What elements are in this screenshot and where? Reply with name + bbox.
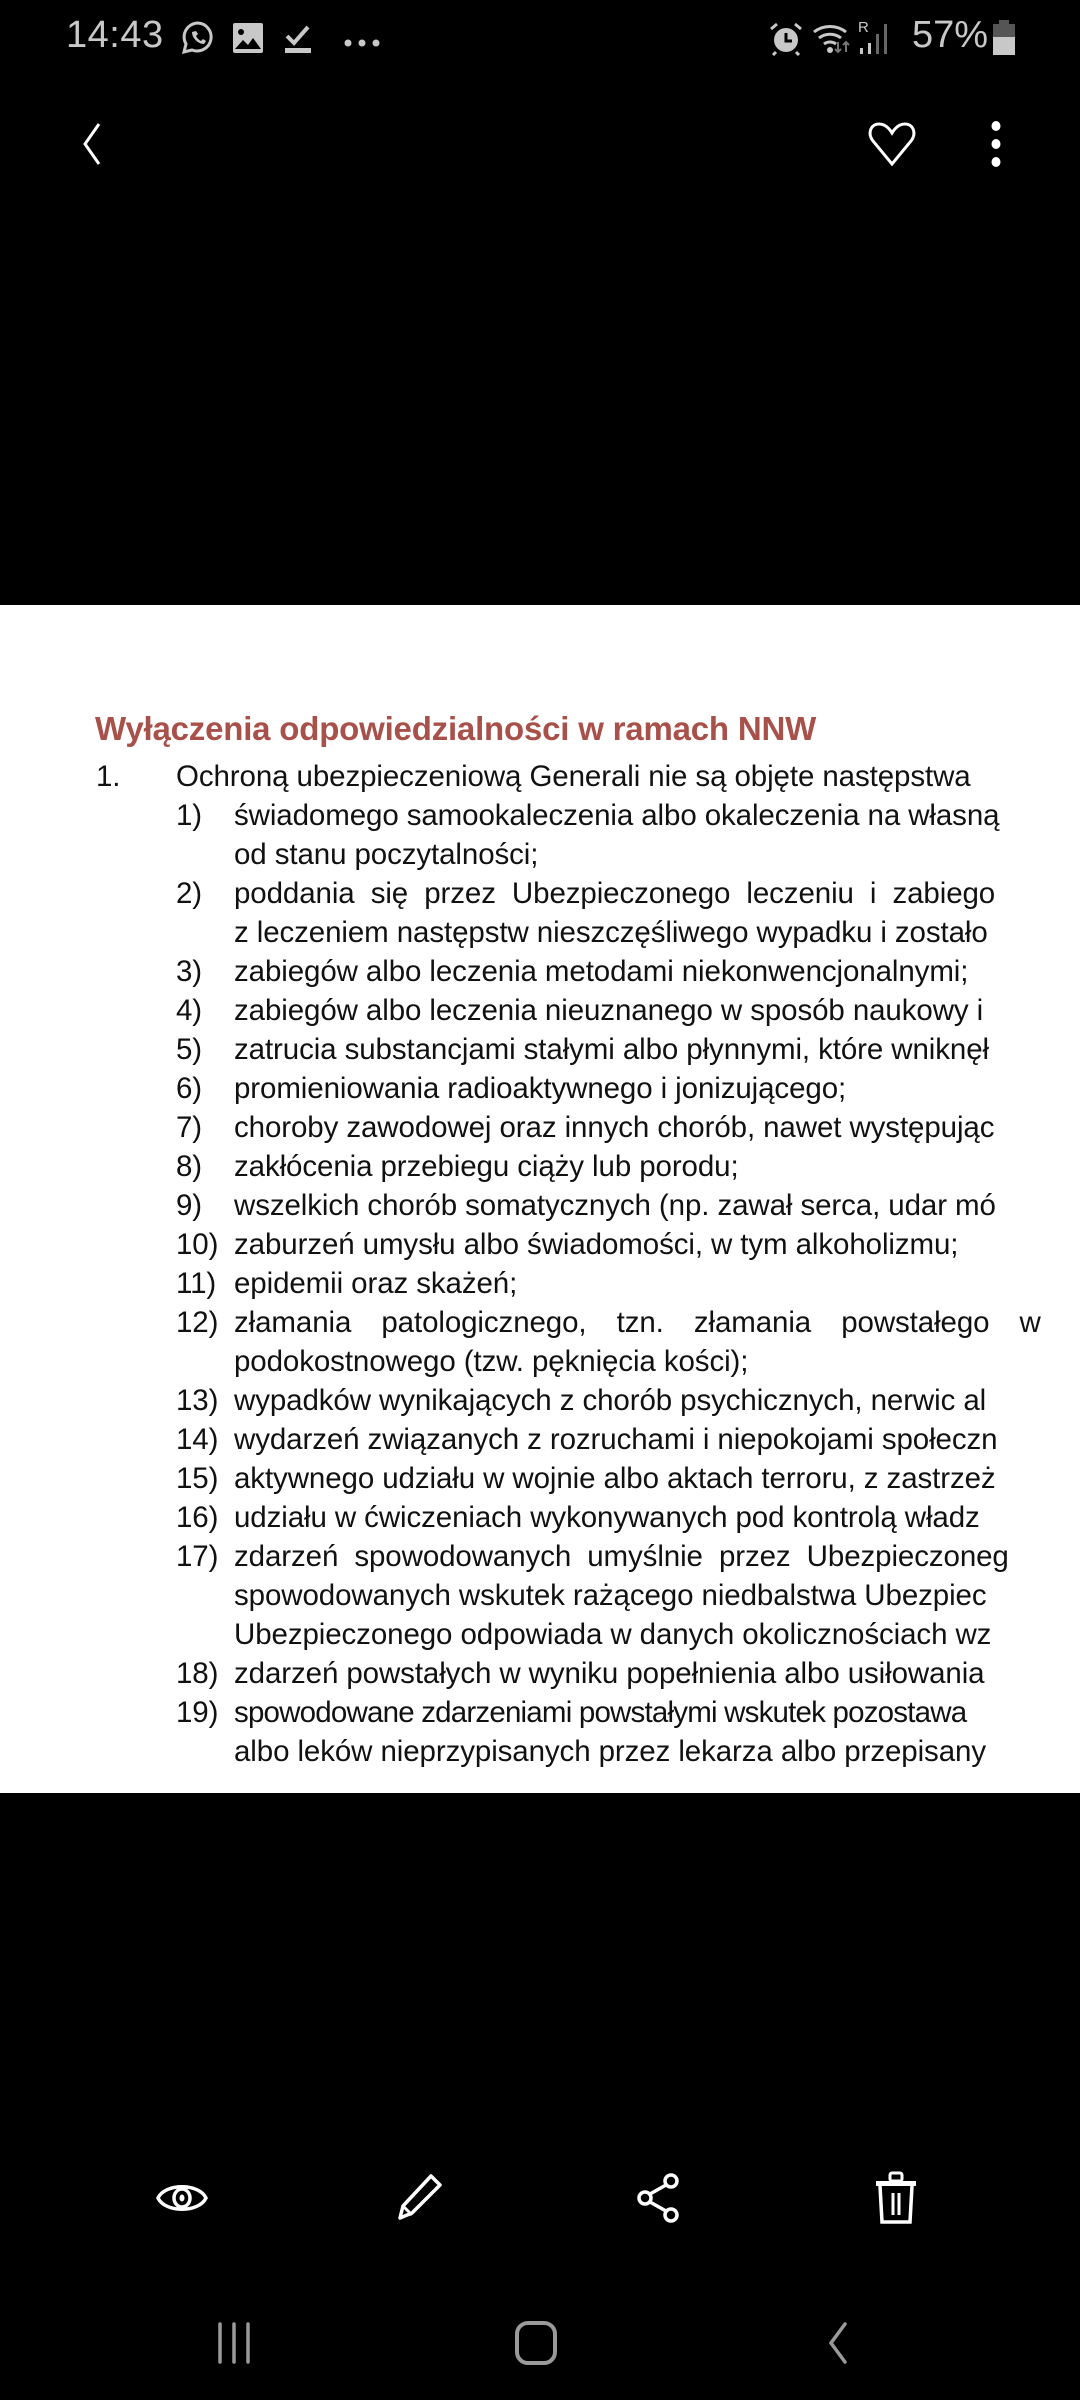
list-item-number: 17) [176,1540,219,1573]
list-item-number: 7) [176,1111,203,1144]
battery-percent: 57% [912,14,989,56]
list-item-text: wydarzeń związanych z rozruchami i niepokojami społeczn [234,1423,998,1456]
list-item-number: 1) [176,799,203,832]
list-item-text: poddania się przez Ubezpieczonego leczeniu i zabiego [234,877,996,910]
list-item-number: 15) [176,1462,219,1495]
list-item-text: aktywnego udziału w wojnie albo aktach terroru, z zastrzeż [234,1462,996,1495]
list-item-number: 13) [176,1384,219,1417]
list-item-text: wszelkich chorób somatycznych (np. zawał serca, udar mó [234,1189,996,1222]
share-icon [635,2173,681,2228]
favorite-button[interactable] [852,106,932,186]
list-item-text: Ubezpieczonego odpowiada w danych okolicznościach wz [234,1618,992,1651]
list-item-text: zdarzeń powstałych w wyniku popełnienia albo usiłowania [234,1657,985,1690]
list-item-text: promieniowania radioaktywnego i jonizującego; [234,1072,847,1105]
heart-outline-icon [867,121,917,172]
nav-back-button[interactable] [778,2300,898,2390]
list-item-text: udziału w ćwiczeniach wykonywanych pod kontrolą władz [234,1501,980,1534]
list-item-text: spowodowane zdarzeniami powstałymi wskutek pozostawa [234,1696,967,1729]
list-item-number: 16) [176,1501,219,1534]
more-vertical-icon [990,121,1002,172]
list-item-text: z leczeniem następstw nieszczęśliwego wypadku i zostało [234,916,988,949]
gallery-icon [232,22,264,59]
top-app-bar [0,76,1080,216]
list-item-text: epidemii oraz skażeń; [234,1267,518,1300]
pencil-icon [395,2173,445,2228]
recents-icon [214,2322,254,2369]
share-button[interactable] [608,2150,708,2250]
list-item-number: 19) [176,1696,219,1729]
eye-icon [155,2177,209,2224]
document-title: Wyłączenia odpowiedzialności w ramach NNW [95,710,817,747]
list-item-text: podokostnowego (tzw. pęknięcia kości); [234,1345,749,1378]
delete-button[interactable] [846,2150,946,2250]
more-notifications-icon [344,34,380,52]
list-item-text: zaburzeń umysłu albo świadomości, w tym alkoholizmu; [234,1228,959,1261]
signal-roaming-icon [858,18,892,61]
list-item-text: zabiegów albo leczenia metodami niekonwencjonalnymi; [234,955,969,988]
list-item-number: 3) [176,955,203,988]
whatsapp-icon [180,20,216,61]
list-item-text: spowodowanych wskutek rażącego niedbalstwa Ubezpiec [234,1579,987,1612]
list-item-number: 4) [176,994,203,1027]
list-item-text: choroby zawodowej oraz innych chorób, nawet występując [234,1111,995,1144]
battery-icon [992,20,1016,61]
list-item-number: 18) [176,1657,219,1690]
list-item-text: zakłócenia przebiegu ciąży lub porodu; [234,1150,739,1183]
more-options-button[interactable] [956,106,1036,186]
list-item-number: 12) [176,1306,219,1339]
view-button[interactable] [132,2150,232,2250]
list-item-number: 6) [176,1072,203,1105]
list-item-text: świadomego samookaleczenia albo okaleczenia na własną [234,799,1000,832]
list-item-text: zdarzeń spowodowanych umyślnie przez Ubezpieczoneg [234,1540,1009,1573]
wifi-icon [812,20,856,61]
home-icon [514,2320,558,2371]
list-item-number: 10) [176,1228,219,1261]
home-button[interactable] [476,2300,596,2390]
section-text: Ochroną ubezpieczeniową Generali nie są objęte następstwa [176,760,971,793]
list-item-text: wypadków wynikających z chorób psychicznych, nerwic al [234,1384,987,1417]
list-item-number: 11) [176,1267,217,1300]
edit-button[interactable] [370,2150,470,2250]
list-item-text: od stanu poczytalności; [234,838,539,871]
list-item-text: albo leków nieprzypisanych przez lekarza albo przepisany [234,1735,986,1768]
list-item-number: 8) [176,1150,203,1183]
recents-button[interactable] [174,2300,294,2390]
status-time: 14:43 [66,14,164,56]
list-item-number: 5) [176,1033,203,1066]
alarm-icon [768,22,804,61]
system-navigation-bar [0,2290,1080,2400]
list-item-text: złamania patologicznego, tzn. złamania powstałego w [234,1306,1041,1339]
chevron-left-icon [77,121,107,172]
list-item-number: 9) [176,1189,203,1222]
section-number: 1. [96,760,121,793]
trash-icon [874,2171,918,2230]
svg-text:R: R [858,19,869,36]
list-item-number: 14) [176,1423,219,1456]
back-icon [825,2321,851,2370]
status-bar [0,0,1080,76]
list-item-text: zabiegów albo leczenia nieuznanego w sposób naukowy i [234,994,984,1027]
download-done-icon [284,22,312,59]
document-viewer[interactable] [0,605,1080,1793]
back-button[interactable] [52,106,132,186]
list-item-number: 2) [176,877,203,910]
list-item-text: zatrucia substancjami stałymi albo płynnymi, które wniknęł [234,1033,989,1066]
bottom-toolbar [0,2140,1080,2260]
